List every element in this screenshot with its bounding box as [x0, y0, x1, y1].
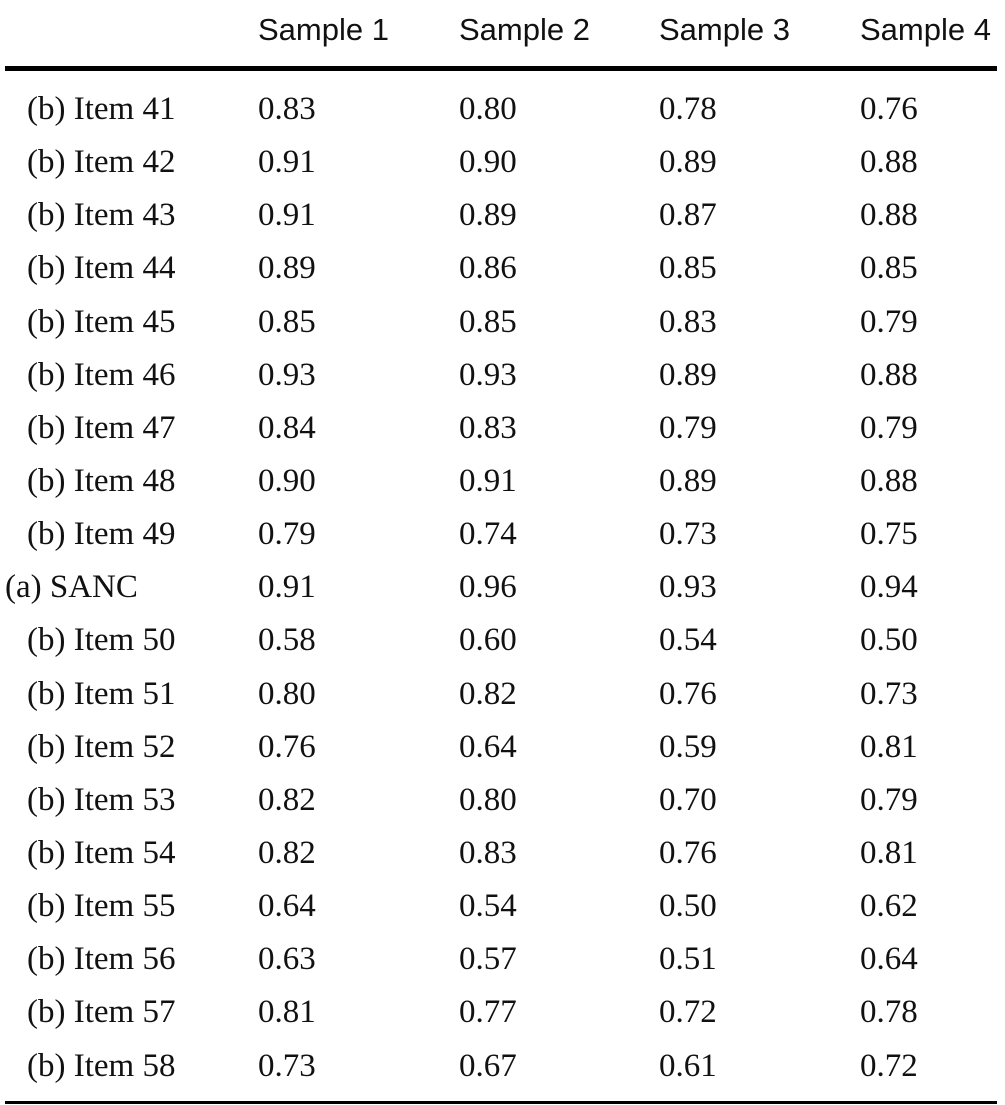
cell-sample-4: 0.81 [860, 834, 918, 871]
cell-sample-3: 0.76 [659, 834, 717, 871]
cell-sample-3: 0.73 [659, 516, 717, 553]
cell-sample-2: 0.93 [459, 356, 517, 393]
table-row [5, 774, 997, 827]
table-row [5, 561, 997, 614]
cell-sample-4: 0.73 [860, 675, 918, 712]
table-row [5, 508, 997, 561]
cell-sample-1: 0.91 [258, 197, 316, 234]
cell-sample-3: 0.89 [659, 462, 717, 499]
cell-sample-2: 0.96 [459, 569, 517, 606]
cell-sample-4: 0.79 [860, 409, 918, 446]
cell-sample-3: 0.76 [659, 675, 717, 712]
cell-sample-1: 0.82 [258, 834, 316, 871]
column-header-sample-2: Sample 2 [459, 12, 590, 47]
row-label: (a) SANC [5, 569, 138, 606]
cell-sample-3: 0.54 [659, 622, 717, 659]
cell-sample-4: 0.62 [860, 888, 918, 925]
cell-sample-4: 0.75 [860, 516, 918, 553]
cell-sample-4: 0.64 [860, 941, 918, 978]
cell-sample-4: 0.76 [860, 91, 918, 127]
cell-sample-4: 0.81 [860, 728, 918, 765]
row-label: (b) Item 58 [27, 1047, 176, 1084]
cell-sample-4: 0.88 [860, 197, 918, 234]
cell-sample-1: 0.93 [258, 356, 316, 393]
table-row [5, 933, 997, 986]
row-label: (b) Item 44 [27, 250, 176, 287]
cell-sample-1: 0.81 [258, 994, 316, 1031]
row-label: (b) Item 49 [27, 516, 176, 553]
cell-sample-4: 0.79 [860, 781, 918, 818]
column-header-sample-4: Sample 4 [860, 12, 991, 47]
cell-sample-2: 0.90 [459, 144, 517, 181]
table-row [5, 402, 997, 455]
cell-sample-4: 0.79 [860, 303, 918, 340]
cell-sample-2: 0.74 [459, 516, 517, 553]
table-row [5, 986, 997, 1039]
table-row [5, 668, 997, 721]
cell-sample-1: 0.82 [258, 781, 316, 818]
cell-sample-2: 0.80 [459, 781, 517, 818]
table-row [5, 455, 997, 508]
cell-sample-2: 0.86 [459, 250, 517, 287]
cell-sample-1: 0.89 [258, 250, 316, 287]
table-row [5, 83, 997, 136]
row-label: (b) Item 43 [27, 197, 176, 234]
cell-sample-4: 0.72 [860, 1047, 918, 1084]
cell-sample-4: 0.85 [860, 250, 918, 287]
data-table [5, 0, 997, 1084]
table-header [5, 0, 997, 66]
cell-sample-3: 0.89 [659, 144, 717, 181]
cell-sample-1: 0.73 [258, 1047, 316, 1084]
table-row [5, 296, 997, 349]
row-label: (b) Item 55 [27, 888, 176, 925]
table-row [5, 242, 997, 295]
cell-sample-2: 0.82 [459, 675, 517, 712]
cell-sample-1: 0.90 [258, 462, 316, 499]
cell-sample-3: 0.50 [659, 888, 717, 925]
cell-sample-1: 0.83 [258, 91, 316, 127]
table-row [5, 827, 997, 880]
table-row [5, 136, 997, 189]
cell-sample-2: 0.85 [459, 303, 517, 340]
row-label: (b) Item 48 [27, 462, 176, 499]
cell-sample-3: 0.85 [659, 250, 717, 287]
row-label: (b) Item 52 [27, 728, 176, 765]
cell-sample-2: 0.77 [459, 994, 517, 1031]
cell-sample-4: 0.50 [860, 622, 918, 659]
cell-sample-3: 0.78 [659, 91, 717, 127]
row-label: (b) Item 50 [27, 622, 176, 659]
cell-sample-1: 0.76 [258, 728, 316, 765]
cell-sample-1: 0.85 [258, 303, 316, 340]
cell-sample-3: 0.93 [659, 569, 717, 606]
row-label: (b) Item 41 [27, 91, 176, 127]
cell-sample-3: 0.61 [659, 1047, 717, 1084]
column-header-sample-3: Sample 3 [659, 12, 790, 47]
table-row [5, 614, 997, 667]
cell-sample-3: 0.70 [659, 781, 717, 818]
table-row [5, 1040, 997, 1093]
row-label: (b) Item 53 [27, 781, 176, 818]
cell-sample-1: 0.79 [258, 516, 316, 553]
cell-sample-4: 0.88 [860, 356, 918, 393]
cell-sample-3: 0.79 [659, 409, 717, 446]
cell-sample-1: 0.58 [258, 622, 316, 659]
table-row [5, 189, 997, 242]
row-label: (b) Item 46 [27, 356, 176, 393]
cell-sample-3: 0.59 [659, 728, 717, 765]
cell-sample-2: 0.64 [459, 728, 517, 765]
cell-sample-4: 0.94 [860, 569, 918, 606]
table-row [5, 880, 997, 933]
cell-sample-1: 0.91 [258, 144, 316, 181]
row-label: (b) Item 56 [27, 941, 176, 978]
cell-sample-4: 0.78 [860, 994, 918, 1031]
header-rule [5, 66, 997, 71]
cell-sample-2: 0.60 [459, 622, 517, 659]
table-row [5, 721, 997, 774]
cell-sample-1: 0.80 [258, 675, 316, 712]
cell-sample-2: 0.89 [459, 197, 517, 234]
cell-sample-2: 0.54 [459, 888, 517, 925]
cell-sample-3: 0.83 [659, 303, 717, 340]
row-label: (b) Item 42 [27, 144, 176, 181]
cell-sample-2: 0.80 [459, 91, 517, 127]
bottom-rule [5, 1101, 997, 1104]
row-label: (b) Item 51 [27, 675, 176, 712]
cell-sample-3: 0.89 [659, 356, 717, 393]
cell-sample-2: 0.83 [459, 834, 517, 871]
cell-sample-3: 0.72 [659, 994, 717, 1031]
row-label: (b) Item 47 [27, 409, 176, 446]
cell-sample-3: 0.51 [659, 941, 717, 978]
cell-sample-1: 0.91 [258, 569, 316, 606]
cell-sample-1: 0.84 [258, 409, 316, 446]
cell-sample-1: 0.64 [258, 888, 316, 925]
cell-sample-4: 0.88 [860, 144, 918, 181]
cell-sample-2: 0.67 [459, 1047, 517, 1084]
cell-sample-1: 0.63 [258, 941, 316, 978]
row-label: (b) Item 45 [27, 303, 176, 340]
cell-sample-2: 0.83 [459, 409, 517, 446]
column-header-sample-1: Sample 1 [258, 12, 389, 47]
row-label: (b) Item 57 [27, 994, 176, 1031]
cell-sample-3: 0.87 [659, 197, 717, 234]
cell-sample-4: 0.88 [860, 462, 918, 499]
row-label: (b) Item 54 [27, 834, 176, 871]
table-row [5, 349, 997, 402]
cell-sample-2: 0.57 [459, 941, 517, 978]
cell-sample-2: 0.91 [459, 462, 517, 499]
table-body [5, 83, 997, 1093]
